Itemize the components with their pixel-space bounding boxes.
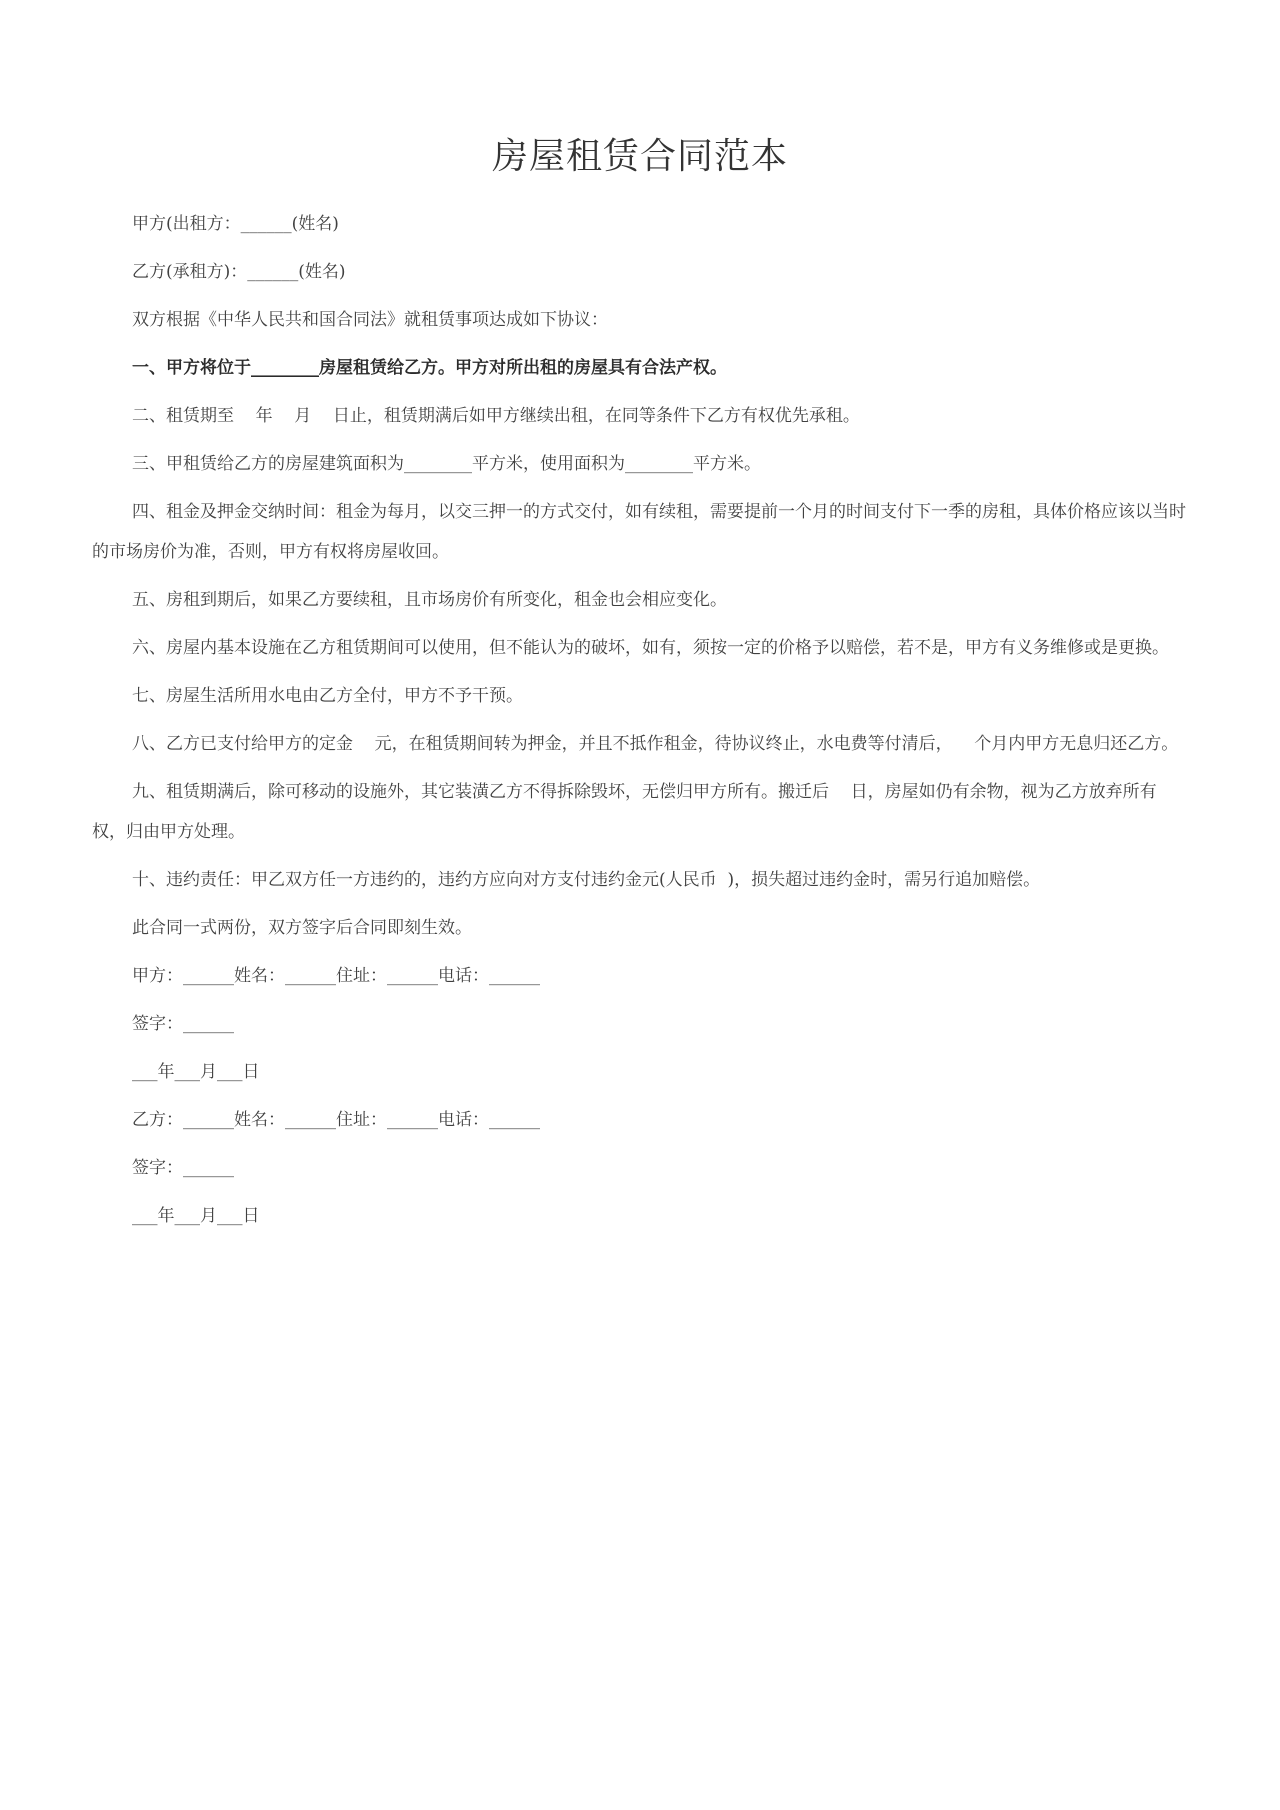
party-a-date: ___年___月___日 [132,1062,260,1082]
party-a-info: 甲方：______姓名：______住址：______电话：______ [132,966,540,986]
clause-4: 四、租金及押金交纳时间：租金为每月，以交三押一的方式交付，如有续租，需要提前一个月的时间支付下一季的房租，具体价格应该以当时的市场房价为准，否则，甲方有权将房屋收回。 [92,502,1186,562]
party-a-signature: 签字：______ [132,1014,234,1034]
clause-7: 七、房屋生活所用水电由乙方全付，甲方不予干预。 [132,686,523,706]
party-b-date: ___年___月___日 [132,1206,260,1226]
clause-10: 十、违约责任：甲乙双方任一方违约的，违约方应向对方支付违约金元(人民币 )，损失超过违约金时，需另行追加赔偿。 [132,870,1041,890]
effective-statement: 此合同一式两份，双方签字后合同即刻生效。 [132,918,472,938]
clause-9: 九、租赁期满后，除可移动的设施外，其它装潢乙方不得拆除毁坏，无偿归甲方所有。搬迁后 日，房屋如仍有余物，视为乙方放弃所有权，归由甲方处理。 [92,782,1157,842]
party-a-line: 甲方(出租方：______(姓名) [132,214,339,234]
agreement-intro: 双方根据《中华人民共和国合同法》就租赁事项达成如下协议： [132,310,608,330]
party-b-signature: 签字：______ [132,1158,234,1178]
clause-1: 一、甲方将位于________房屋租赁给乙方。甲方对所出租的房屋具有合法产权。 [132,358,727,378]
clause-3: 三、甲租赁给乙方的房屋建筑面积为________平方米，使用面积为________平方米。 [132,454,761,474]
clause-2: 二、租赁期至 年 月 日止，租赁期满后如甲方继续出租，在同等条件下乙方有权优先承租。 [132,406,860,426]
clause-5: 五、房租到期后，如果乙方要续租，且市场房价有所变化，租金也会相应变化。 [132,590,727,610]
document-title: 房屋租赁合同范本 [491,136,788,177]
clause-6: 六、房屋内基本设施在乙方租赁期间可以使用，但不能认为的破坏，如有，须按一定的价格予以赔偿，若不是，甲方有义务维修或是更换。 [132,638,1169,658]
document-body [92,204,1188,1244]
party-b-line: 乙方(承租方)：______(姓名) [132,262,346,282]
clause-8: 八、乙方已支付给甲方的定金 元，在租赁期间转为押金，并且不抵作租金，待协议终止，水电费等付清后， 个月内甲方无息归还乙方。 [132,734,1179,754]
party-b-info: 乙方：______姓名：______住址：______电话：______ [132,1110,540,1130]
